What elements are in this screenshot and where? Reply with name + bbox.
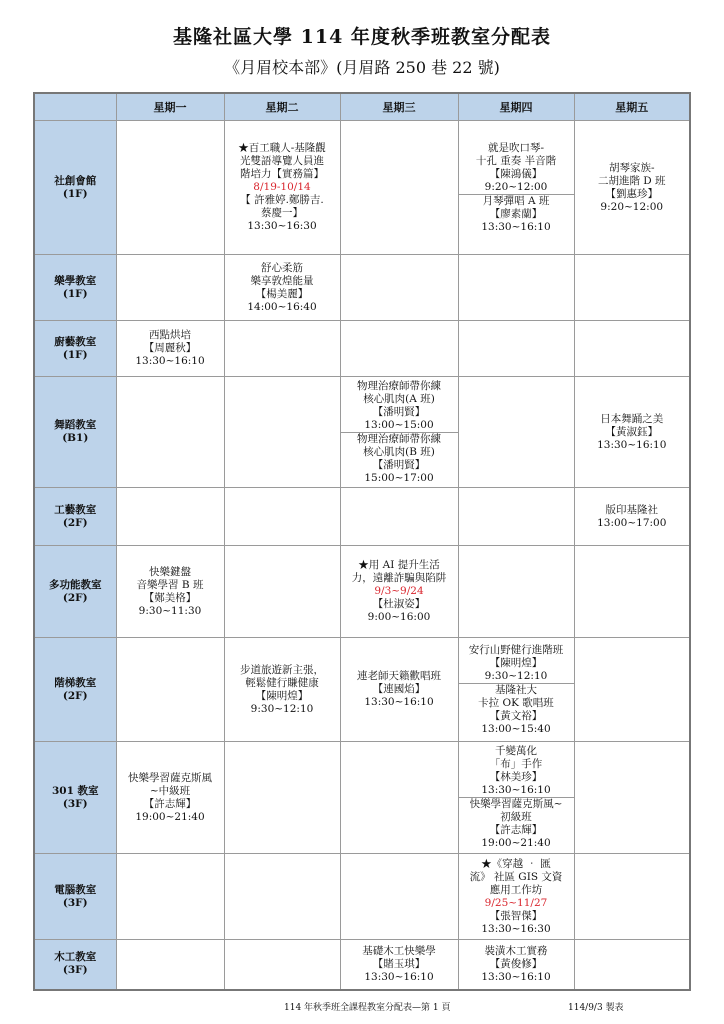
empty-cell bbox=[340, 742, 458, 854]
course-cell: 版印基隆社 13:00~17:00 bbox=[574, 488, 690, 546]
empty-cell bbox=[340, 488, 458, 546]
footer-date: 114/9/3 製表 bbox=[568, 1003, 624, 1013]
empty-cell bbox=[224, 321, 340, 377]
day-header-wednesday: 星期三 bbox=[340, 93, 458, 121]
room-label: 電腦教室 (3F) bbox=[34, 854, 116, 940]
course-cell: 快樂學習薩克斯風 ~中級班 【許志輝】 19:00~21:40 bbox=[116, 742, 224, 854]
table-row bbox=[34, 638, 690, 742]
empty-cell bbox=[340, 121, 458, 255]
course-cell: 就是吹口琴- 十孔 重奏 半音階 【陳鴻儀】 9:20~12:00 月琴彈唱 A 班 【廖素蘭】 13:30~16:10 bbox=[458, 121, 574, 255]
empty-cell bbox=[116, 940, 224, 990]
day-header-thursday: 星期四 bbox=[458, 93, 574, 121]
empty-cell bbox=[224, 854, 340, 940]
course-cell: 舒心柔筋 樂享敦煌能量 【楊美麗】 14:00~16:40 bbox=[224, 255, 340, 321]
header-row bbox=[34, 93, 690, 121]
empty-cell bbox=[458, 377, 574, 488]
course-cell: ★百工職人-基隆觀 光雙語導覽人員進 階培力【實務篇】 8/19-10/14 【 許雅婷.鄭勝吉. 蔡慶一】 13:30~16:30 bbox=[224, 121, 340, 255]
footer-page-info: 114 年秋季班全課程教室分配表—第 1 頁 bbox=[284, 1003, 451, 1013]
course-cell: 步道旅遊新主張， 輕鬆健行賺健康 【陳明煌】 9:30~12:10 bbox=[224, 638, 340, 742]
course-cell: 安行山野健行進階班 【陳明煌】 9:30~12:10 基隆社大 卡拉 OK 歌唱班 【黃文裕】 13:00~15:40 bbox=[458, 638, 574, 742]
empty-cell bbox=[340, 255, 458, 321]
room-label: 工藝教室 (2F) bbox=[34, 488, 116, 546]
schedule-table bbox=[33, 92, 691, 991]
empty-cell bbox=[574, 940, 690, 990]
corner-cell bbox=[34, 93, 116, 121]
day-header-tuesday: 星期二 bbox=[224, 93, 340, 121]
course-cell: 快樂鍵盤 音樂學習 B 班 【鄭美格】 9:30~11:30 bbox=[116, 546, 224, 638]
empty-cell bbox=[458, 321, 574, 377]
room-label: 多功能教室 (2F) bbox=[34, 546, 116, 638]
course-cell: 裝潢木工實務 【黃俊修】 13:30~16:10 bbox=[458, 940, 574, 990]
empty-cell bbox=[458, 255, 574, 321]
empty-cell bbox=[340, 854, 458, 940]
course-cell: ★用 AI 提升生活 力，遠離詐騙與陷阱 9/3~9/24 【杜淑姿】 9:00~16:00 bbox=[340, 546, 458, 638]
empty-cell bbox=[574, 854, 690, 940]
empty-cell bbox=[116, 121, 224, 255]
page-title: 基隆社區大學 114 年度秋季班教室分配表 bbox=[173, 26, 551, 48]
empty-cell bbox=[574, 255, 690, 321]
course-cell: 連老師天籟歡唱班 【連國焰】 13:30~16:10 bbox=[340, 638, 458, 742]
table-row bbox=[34, 546, 690, 638]
empty-cell bbox=[458, 546, 574, 638]
room-label: 樂學教室 (1F) bbox=[34, 255, 116, 321]
room-label: 301 教室 (3F) bbox=[34, 742, 116, 854]
course-cell: 千變萬化 「布」手作 【林美珍】 13:30~16:10 快樂學習薩克斯風~ 初級班 【許志輝】 19:00~21:40 bbox=[458, 742, 574, 854]
day-header-friday: 星期五 bbox=[574, 93, 690, 121]
table-row bbox=[34, 940, 690, 990]
empty-cell bbox=[574, 638, 690, 742]
room-label: 階梯教室 (2F) bbox=[34, 638, 116, 742]
empty-cell bbox=[574, 546, 690, 638]
course-cell: 基礎木工快樂學 【賭玉琪】 13:30~16:10 bbox=[340, 940, 458, 990]
table-row bbox=[34, 377, 690, 488]
table-row bbox=[34, 121, 690, 255]
course-cell: 西點烘培 【周麗秋】 13:30~16:10 bbox=[116, 321, 224, 377]
table-row bbox=[34, 255, 690, 321]
table-row bbox=[34, 854, 690, 940]
empty-cell bbox=[116, 255, 224, 321]
empty-cell bbox=[116, 638, 224, 742]
table-row bbox=[34, 488, 690, 546]
page-subtitle: 《月眉校本部》(月眉路 250 巷 22 號) bbox=[224, 58, 500, 77]
table-row bbox=[34, 321, 690, 377]
empty-cell bbox=[116, 488, 224, 546]
room-label: 木工教室 (3F) bbox=[34, 940, 116, 990]
empty-cell bbox=[224, 488, 340, 546]
empty-cell bbox=[116, 854, 224, 940]
course-cell: 日本舞踊之美 【黃淑鈺】 13:30~16:10 bbox=[574, 377, 690, 488]
empty-cell bbox=[340, 321, 458, 377]
course-cell: 胡琴家族- 二胡進階 D 班 【劉惠珍】 9:20~12:00 bbox=[574, 121, 690, 255]
empty-cell bbox=[224, 742, 340, 854]
empty-cell bbox=[224, 377, 340, 488]
empty-cell bbox=[458, 488, 574, 546]
empty-cell bbox=[574, 321, 690, 377]
day-header-monday: 星期一 bbox=[116, 93, 224, 121]
empty-cell bbox=[224, 546, 340, 638]
room-label: 舞蹈教室 (B1) bbox=[34, 377, 116, 488]
empty-cell bbox=[116, 377, 224, 488]
empty-cell bbox=[574, 742, 690, 854]
empty-cell bbox=[224, 940, 340, 990]
room-label: 廚藝教室 (1F) bbox=[34, 321, 116, 377]
room-label: 社創會館 (1F) bbox=[34, 121, 116, 255]
table-row bbox=[34, 742, 690, 854]
course-cell: 物理治療師帶你練 核心肌肉(A 班) 【潘明賢】 13:00~15:00 物理治療師帶你練 核心肌肉(B 班) 【潘明賢】 15:00~17:00 bbox=[340, 377, 458, 488]
course-cell: ★《穿越 ‧ 匯 流》 社區 GIS 文資 應用工作坊 9/25~11/27 【張智傑】 13:30~16:30 bbox=[458, 854, 574, 940]
